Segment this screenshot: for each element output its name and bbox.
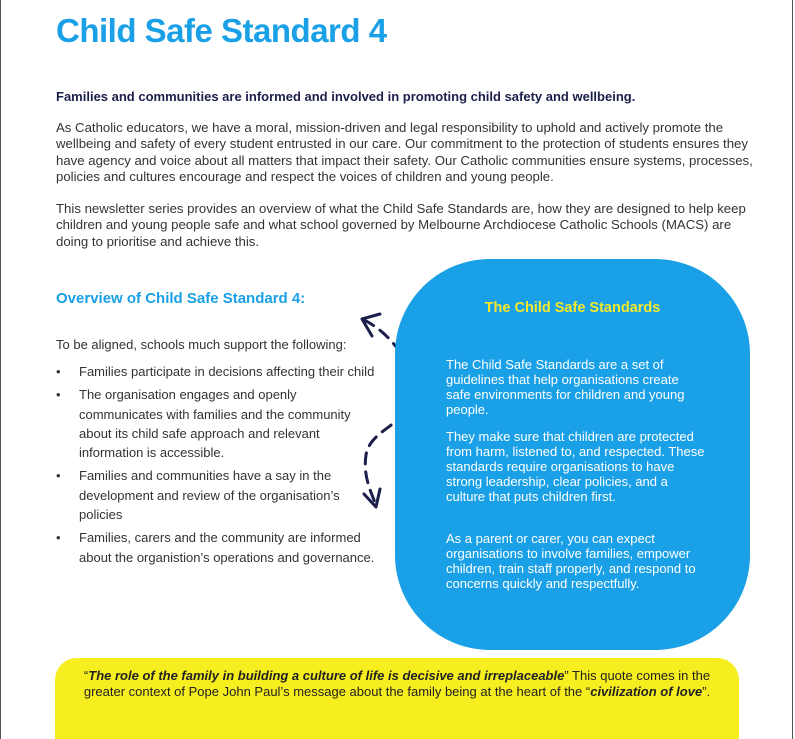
list-item-text: Families and communities have a say in the development and review of the organisation’s policies xyxy=(79,468,340,523)
standards-paragraph: The Child Safe Standards are a set of guidelines that help organisations create safe environments for children and young people. xyxy=(446,357,685,417)
standards-paragraph: As a parent or carer, you can expect organisations to involve families, empower children, train staff properly, and respond to concerns quickly and respectfully. xyxy=(446,531,696,591)
quote-open-mark: “ xyxy=(83,668,89,683)
list-item-text: Families participate in decisions affecting their child xyxy=(79,364,375,379)
list-item xyxy=(56,362,376,381)
bullet-icon: • xyxy=(56,364,61,379)
quote-close-mark: ” xyxy=(564,668,569,683)
overview-intro: To be aligned, schools much support the following: xyxy=(56,337,347,352)
list-item-text: Families, carers and the community are informed about the organistion’s operations and governance. xyxy=(79,530,375,565)
support-list xyxy=(56,362,376,571)
bullet-icon: • xyxy=(56,387,61,403)
bullet-icon: • xyxy=(56,530,61,546)
page-subtitle: Families and communities are informed and involved in promoting child safety and wellbeing. xyxy=(56,89,636,104)
overview-heading: Overview of Child Safe Standard 4: xyxy=(56,290,306,307)
quote-emphasis: The role of the family in building a culture of life is decisive and irreplaceable xyxy=(88,668,565,683)
intro-paragraph: As Catholic educators, we have a moral, mission-driven and legal responsibility to uphold and actively promote the wellbeing and safety of every student entrusted in our care. Our commitment to the protection of students ensures they have agency and voice about all matters that impact their safety. Our Catholic communities ensure systems, processes, policies and cultures encourage and respect the voices of children and young people. xyxy=(56,120,753,185)
list-item xyxy=(56,528,376,567)
standards-box-title: The Child Safe Standards xyxy=(484,300,661,316)
standards-paragraph: They make sure that children are protected from harm, listened to, and respected. These standards require organisations to have strong leadership, clear policies, and a culture that puts children first. xyxy=(446,429,705,504)
civilization-emphasis: civilization of love xyxy=(590,684,703,699)
quote-context: This quote comes in the greater context of Pope John Paul’s message about the family being at the heart of the “ xyxy=(83,668,711,699)
quote-end: ”. xyxy=(702,684,711,699)
child-safe-standards-box xyxy=(395,259,750,650)
bullet-icon: • xyxy=(56,468,61,484)
quote-box xyxy=(55,658,739,739)
page-title: Child Safe Standard 4 xyxy=(56,12,387,49)
list-item xyxy=(56,466,376,524)
list-item-text: The organisation engages and openly communicates with families and the community about its child safe approach and relevant information is accessible. xyxy=(79,387,351,461)
list-item xyxy=(56,385,376,462)
newsletter-paragraph: This newsletter series provides an overview of what the Child Safe Standards are, how they are designed to help keep children and young people safe and what school governed by Melbourne Archdiocese Catholic Schools (MACS) are doing to prioritise and achieve this. xyxy=(56,201,746,249)
quote-paragraph xyxy=(75,668,719,700)
